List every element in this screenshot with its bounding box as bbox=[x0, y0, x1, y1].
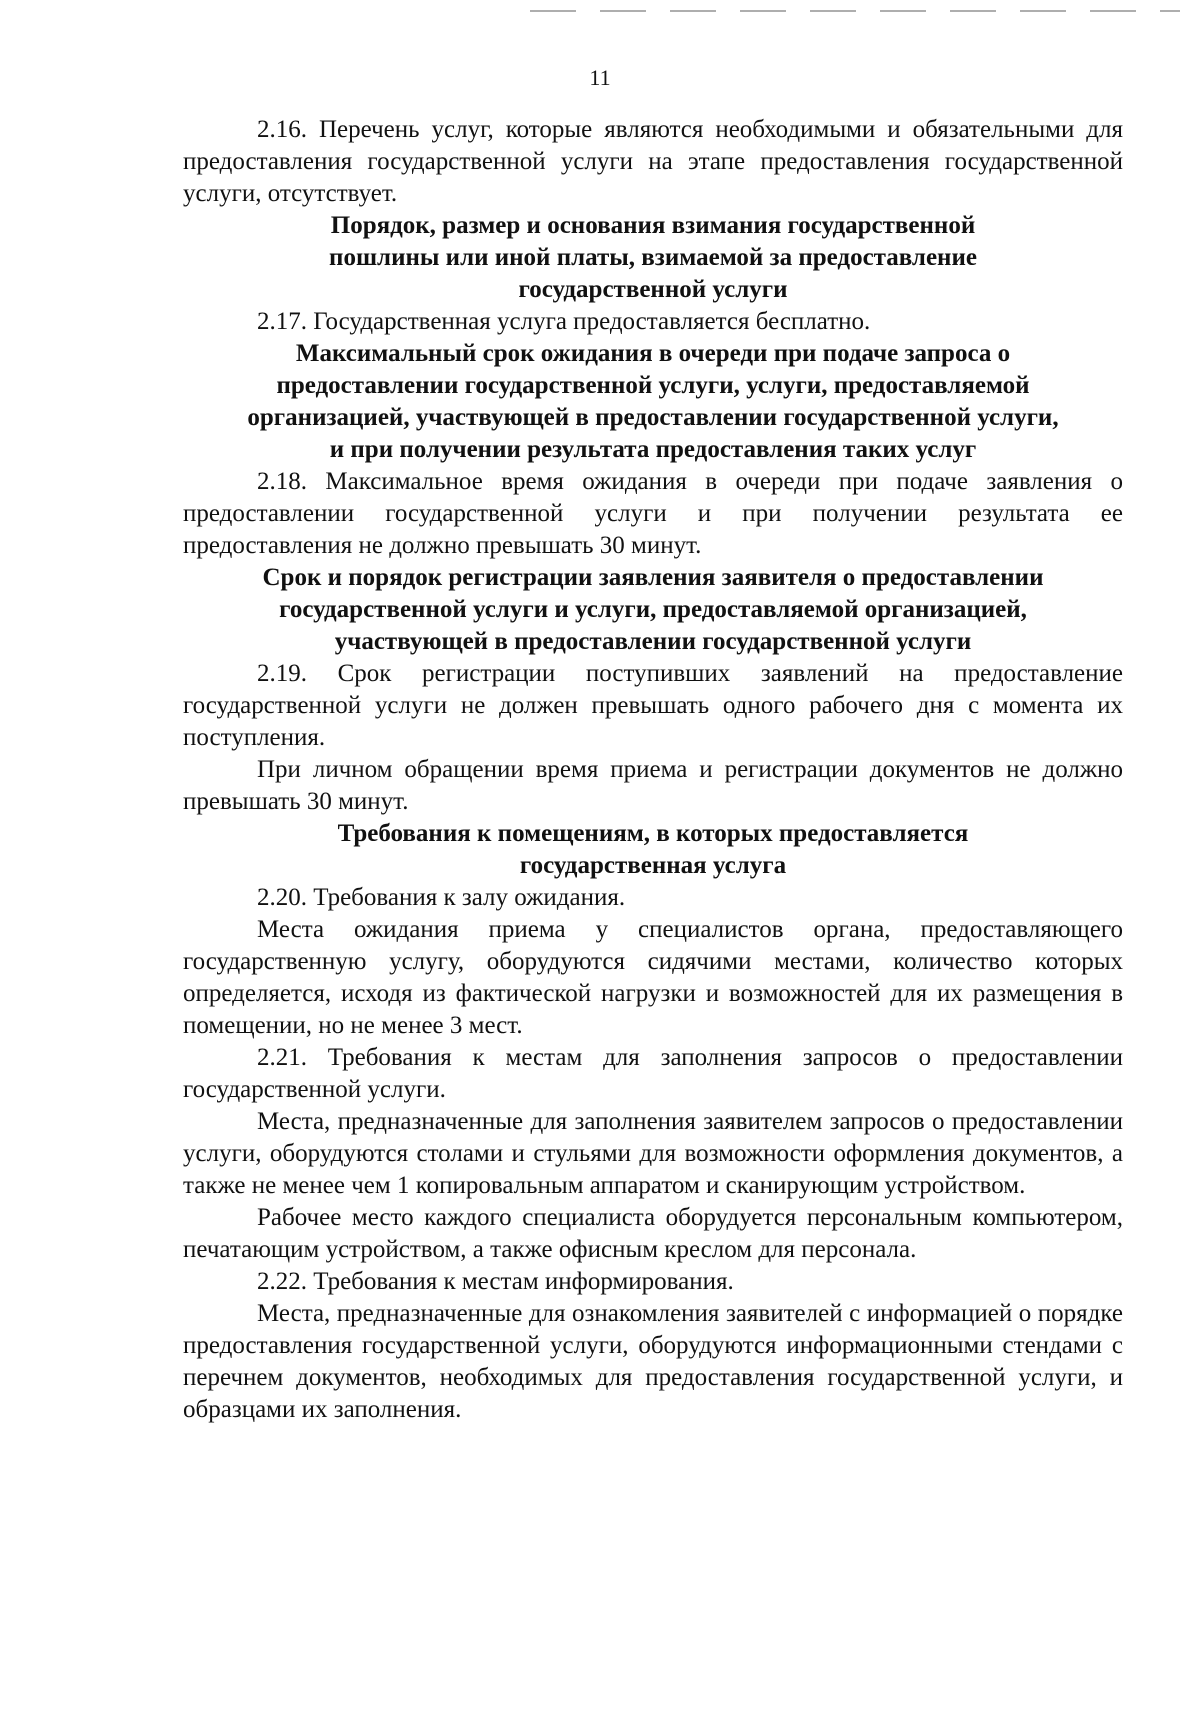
document-body bbox=[183, 114, 1123, 1426]
paragraph: 2.20. Требования к залу ожидания. bbox=[257, 884, 626, 911]
paragraph: Места, предназначенные для заполнения заявителем запросов о предоставлении услуги, оборудуются столами и стульями для возможности оформления документов, а также не менее чем 1 копировальным аппаратом и сканирующим устройством. bbox=[183, 1108, 1123, 1199]
section-heading-line: государственной услуги bbox=[518, 276, 788, 303]
page-number: 11 bbox=[589, 65, 611, 90]
paragraph: 2.18. Максимальное время ожидания в очереди при подаче заявления о предоставлении государственной услуги и при получении результата ее предоставления не должно превышать 30 минут. bbox=[183, 468, 1123, 559]
paragraph: Места, предназначенные для ознакомления заявителей с информацией о порядке предоставления государственной услуги, оборудуются информационными стендами с перечнем документов, необходимых для предоставления государственной услуги, и образцами их заполнения. bbox=[183, 1300, 1123, 1423]
scan-edge-artifact bbox=[530, 10, 1180, 12]
section-heading-line: участвующей в предоставлении государственной услуги bbox=[334, 628, 972, 655]
section-heading-line: Требования к помещениям, в которых предоставляется bbox=[337, 820, 969, 847]
paragraph: 2.22. Требования к местам информирования. bbox=[257, 1268, 734, 1295]
section-heading bbox=[183, 562, 1123, 658]
section-heading-line: государственной услуги и услуги, предоставляемой организацией, bbox=[279, 596, 1027, 623]
paragraph: При личном обращении время приема и регистрации документов не должно превышать 30 минут. bbox=[183, 756, 1123, 815]
section-heading-line: Максимальный срок ожидания в очереди при подаче запроса о bbox=[295, 340, 1011, 367]
section-heading bbox=[183, 210, 1123, 306]
section-heading-line: и при получении результата предоставления таких услуг bbox=[329, 436, 977, 463]
paragraph: 2.16. Перечень услуг, которые являются необходимыми и обязательными для предоставления государственной услуги на этапе предоставления государственной услуги, отсутствует. bbox=[183, 116, 1123, 207]
section-heading-line: предоставлении государственной услуги, услуги, предоставляемой bbox=[276, 372, 1030, 399]
paragraph: Места ожидания приема у специалистов органа, предоставляющего государственную услугу, оборудуются сидячими местами, количество которых определяется, исходя из фактической нагрузки и возможностей для их размещения в помещении, но не менее 3 мест. bbox=[183, 916, 1123, 1039]
section-heading-line: Порядок, размер и основания взимания государственной bbox=[330, 212, 976, 239]
section-heading bbox=[183, 338, 1123, 466]
section-heading-line: пошлины или иной платы, взимаемой за предоставление bbox=[329, 244, 977, 271]
section-heading bbox=[183, 818, 1123, 882]
paragraph: Рабочее место каждого специалиста оборудуется персональным компьютером, печатающим устройством, а также офисным креслом для персонала. bbox=[183, 1204, 1123, 1263]
section-heading-line: организацией, участвующей в предоставлении государственной услуги, bbox=[247, 404, 1059, 431]
paragraph: 2.17. Государственная услуга предоставляется бесплатно. bbox=[257, 308, 871, 335]
paragraph: 2.19. Срок регистрации поступивших заявлений на предоставление государственной услуги не должен превышать одного рабочего дня с момента их поступления. bbox=[183, 660, 1123, 751]
section-heading-line: государственная услуга bbox=[519, 852, 787, 879]
section-heading-line: Срок и порядок регистрации заявления заявителя о предоставлении bbox=[262, 564, 1044, 591]
paragraph: 2.21. Требования к местам для заполнения запросов о предоставлении государственной услуги. bbox=[183, 1044, 1123, 1103]
